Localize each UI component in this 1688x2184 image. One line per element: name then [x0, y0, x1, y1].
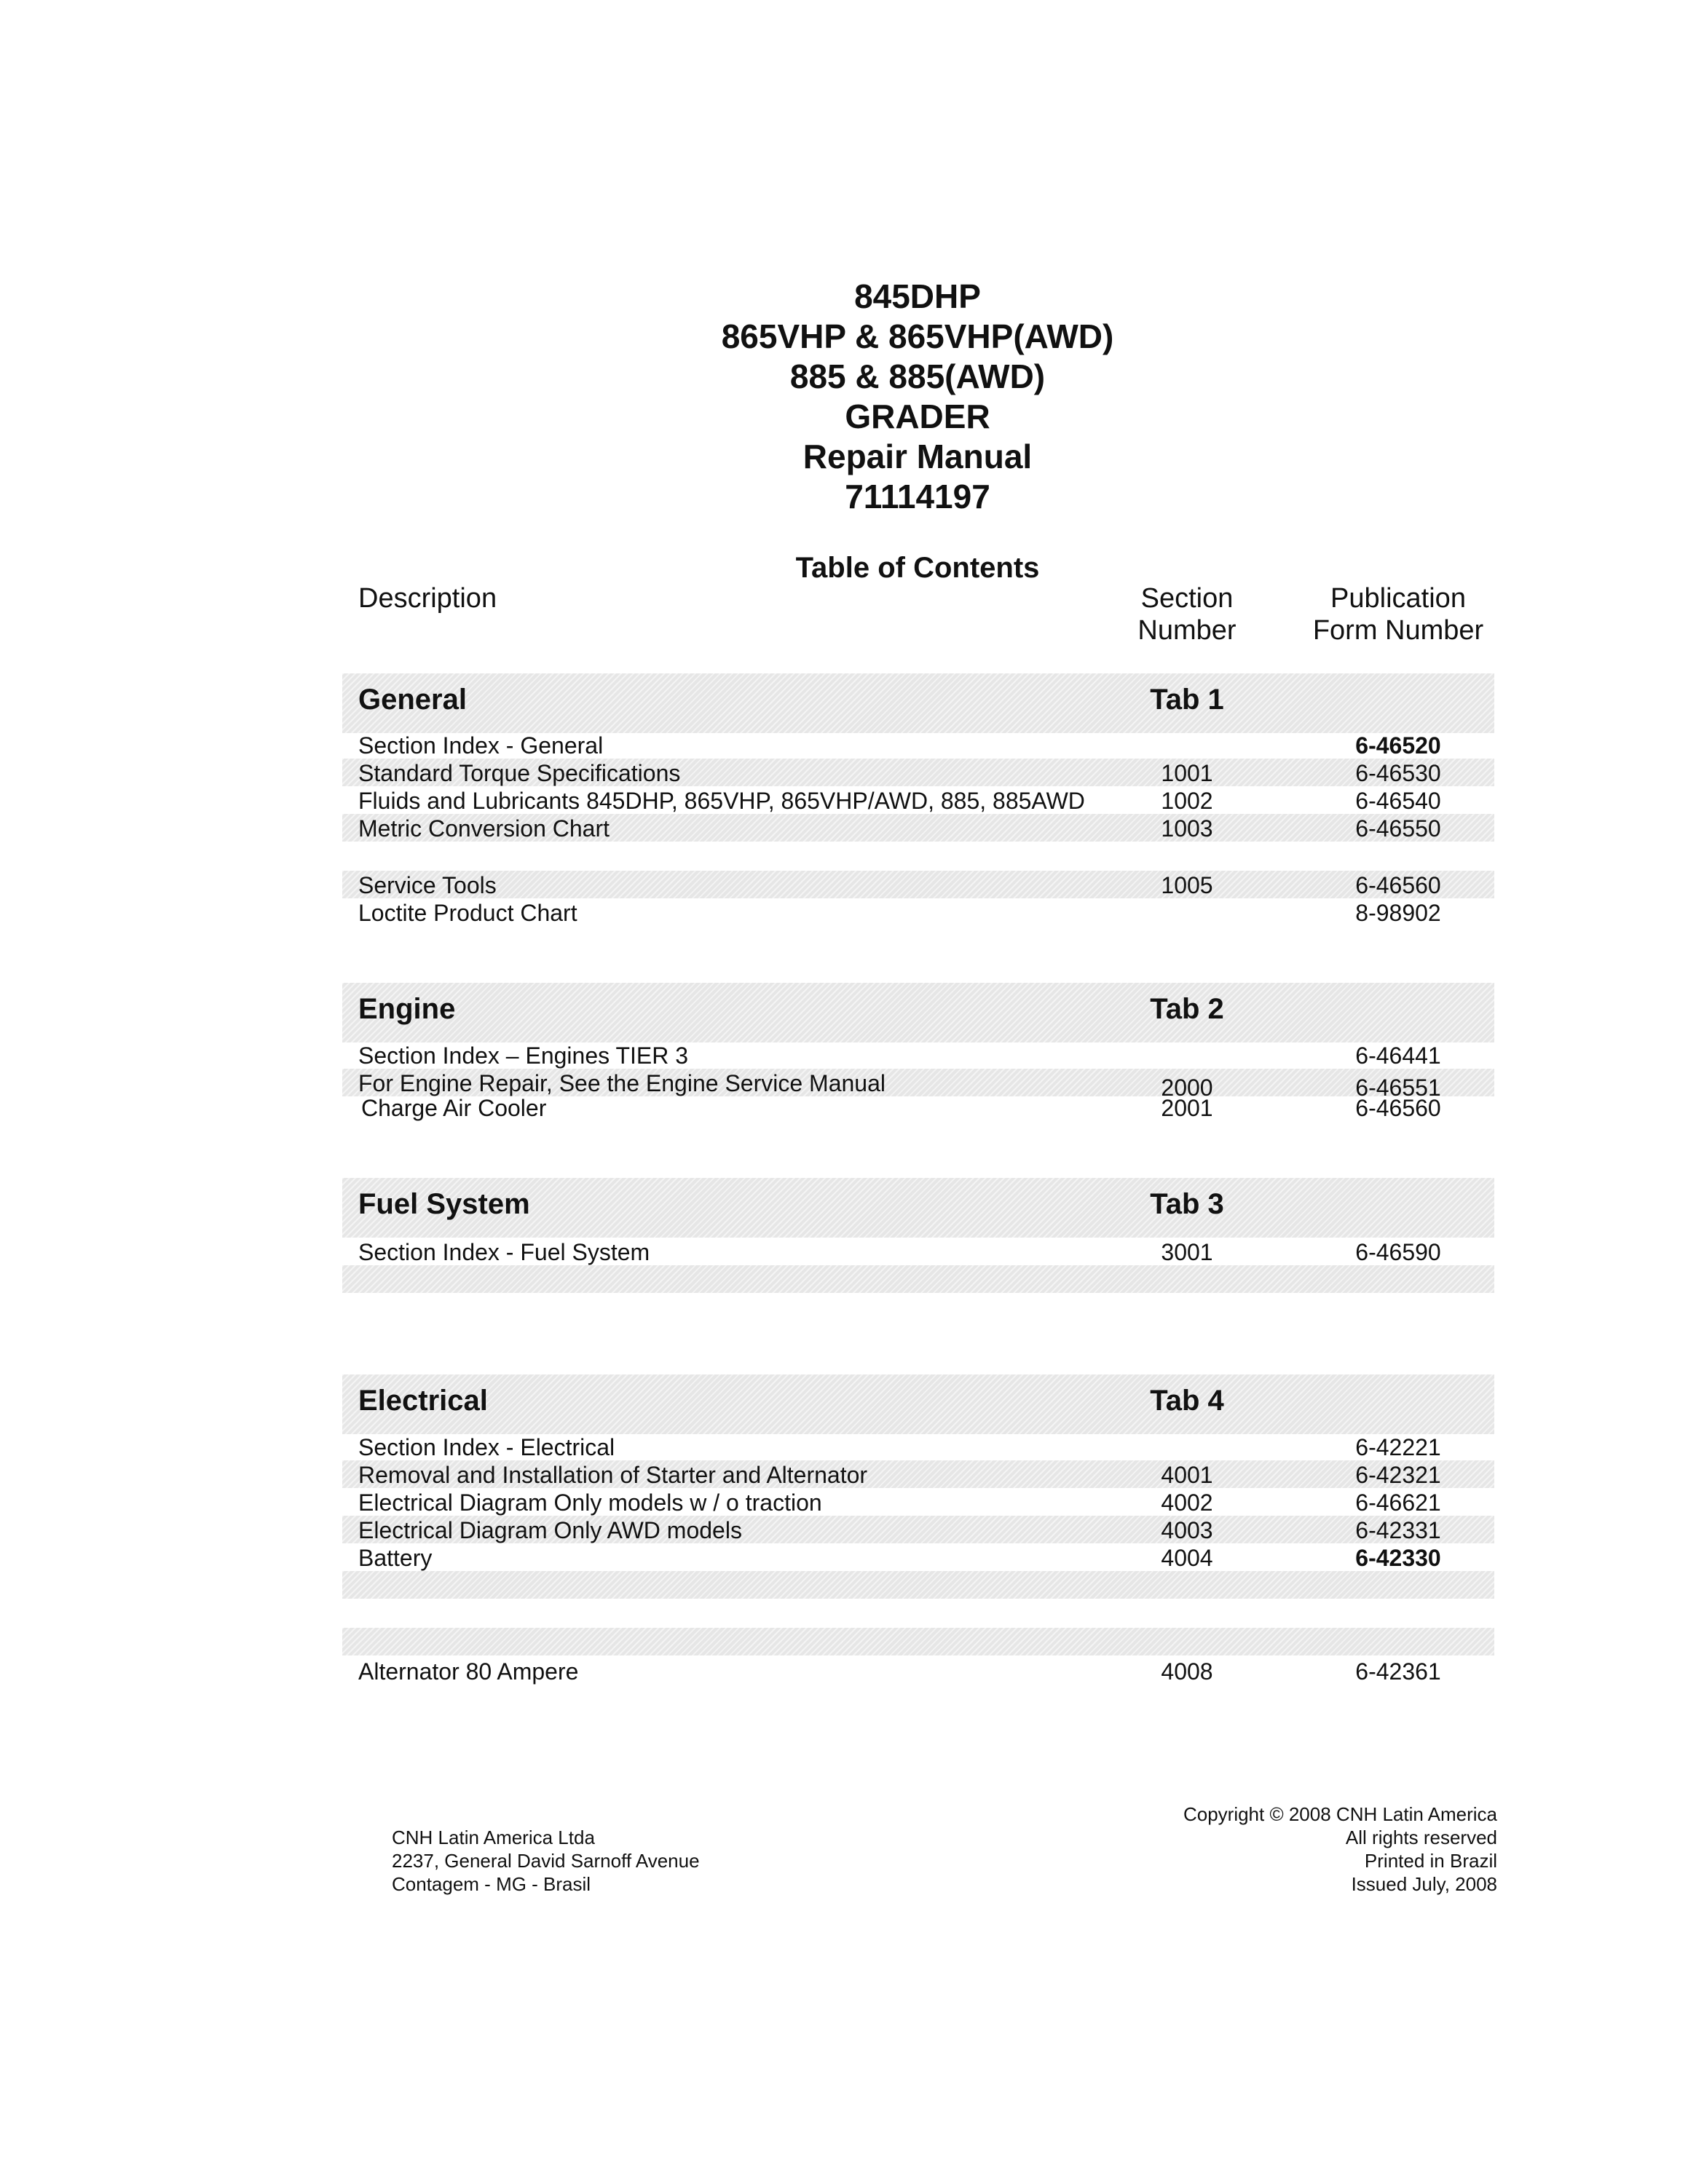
toc-row — [342, 1516, 1494, 1543]
toc-row — [342, 1041, 1494, 1069]
row-description: Charge Air Cooler — [361, 1095, 547, 1121]
title-model-865: 865VHP & 865VHP(AWD) — [721, 317, 1114, 355]
row-section-number: 4002 — [1161, 1489, 1213, 1516]
publisher-address — [392, 1826, 700, 1896]
copyright-line: Copyright © 2008 CNH Latin America — [1183, 1803, 1497, 1825]
row-section-number: 1002 — [1161, 788, 1213, 814]
toc-row — [342, 786, 1494, 814]
column-header-section-line2: Number — [1137, 615, 1237, 646]
copyright-block — [1183, 1803, 1497, 1896]
row-section-number: 3001 — [1161, 1239, 1213, 1265]
row-description: Section Index – Engines TIER 3 — [358, 1042, 689, 1069]
title-model-885: 885 & 885(AWD) — [789, 357, 1046, 395]
row-description: Fluids and Lubricants 845DHP, 865VHP, 865VHP/AWD, 885, 885AWD — [358, 788, 1085, 814]
row-publication-number: 6-46551 — [1355, 1075, 1441, 1101]
title-model-845: 845DHP — [854, 277, 981, 315]
section-name: Electrical — [358, 1385, 488, 1417]
manual-title-block — [655, 277, 1180, 517]
row-publication-number: 6-46590 — [1355, 1239, 1441, 1265]
section-header-general — [342, 673, 1494, 733]
toc-row — [342, 1488, 1494, 1516]
row-section-number: 4004 — [1161, 1545, 1213, 1571]
row-section-number: 2000 — [1161, 1075, 1213, 1101]
empty-shaded-row — [342, 1628, 1494, 1655]
title-manual-number: 71114197 — [845, 478, 990, 515]
row-description: For Engine Repair, See the Engine Service Manual — [358, 1070, 886, 1096]
row-publication-number: 6-46621 — [1355, 1489, 1441, 1516]
row-publication-number: 6-42330 — [1355, 1545, 1441, 1571]
row-publication-number: 6-46560 — [1355, 1095, 1441, 1121]
row-publication-number: 6-42331 — [1355, 1517, 1441, 1543]
section-header-fuel-system — [342, 1178, 1494, 1238]
row-description: Metric Conversion Chart — [358, 815, 610, 842]
publisher-company: CNH Latin America Ltda — [392, 1827, 595, 1848]
row-section-number: 1001 — [1161, 760, 1213, 786]
row-description: Battery — [358, 1545, 433, 1571]
issued-line: Issued July, 2008 — [1351, 1873, 1497, 1895]
title-repair-manual: Repair Manual — [802, 438, 1033, 475]
column-header-section — [1114, 582, 1260, 646]
column-header-publication-line1: Publication — [1330, 583, 1466, 614]
row-section-number: 1005 — [1161, 872, 1213, 898]
section-name: General — [358, 684, 467, 716]
toc-row — [342, 814, 1494, 842]
row-section-number: 4001 — [1161, 1462, 1213, 1488]
toc-row — [342, 731, 1494, 759]
section-header-engine — [342, 983, 1494, 1042]
column-header-publication-line2: Form Number — [1312, 615, 1484, 646]
row-description: Section Index - Electrical — [358, 1434, 615, 1460]
row-publication-number: 6-42221 — [1355, 1434, 1441, 1460]
section-header-electrical — [342, 1374, 1494, 1434]
section-tab: Tab 1 — [1150, 684, 1224, 716]
row-publication-number: 6-46530 — [1355, 760, 1441, 786]
row-publication-number: 6-46540 — [1355, 788, 1441, 814]
empty-shaded-row — [342, 1265, 1494, 1293]
toc-row — [342, 1093, 1494, 1121]
publisher-city: Contagem - MG - Brasil — [392, 1873, 591, 1895]
row-description: Alternator 80 Ampere — [358, 1658, 579, 1685]
row-publication-number: 6-46550 — [1355, 815, 1441, 842]
toc-heading: Table of Contents — [795, 552, 1040, 584]
toc-row — [342, 1238, 1494, 1265]
publisher-street: 2237, General David Sarnoff Avenue — [392, 1850, 700, 1872]
row-description: Service Tools — [358, 872, 497, 898]
section-name: Engine — [358, 993, 456, 1025]
toc-row — [342, 898, 1494, 926]
section-tab: Tab 2 — [1150, 993, 1224, 1025]
row-publication-number: 6-42321 — [1355, 1462, 1441, 1488]
row-description: Electrical Diagram Only models w / o traction — [358, 1489, 822, 1516]
column-header-section-line1: Section — [1140, 583, 1234, 614]
printed-line: Printed in Brazil — [1364, 1850, 1497, 1872]
row-description: Electrical Diagram Only AWD models — [358, 1517, 742, 1543]
row-description: Section Index - General — [358, 732, 604, 759]
section-tab: Tab 4 — [1150, 1385, 1224, 1417]
row-description: Section Index - Fuel System — [358, 1239, 650, 1265]
column-header-description: Description — [358, 583, 497, 614]
rights-line: All rights reserved — [1345, 1827, 1497, 1848]
toc-row — [342, 1543, 1494, 1571]
row-section-number: 1003 — [1161, 815, 1213, 842]
row-publication-number: 6-46441 — [1355, 1042, 1441, 1069]
toc-row — [342, 1460, 1494, 1488]
row-section-number: 2001 — [1161, 1095, 1213, 1121]
toc-row — [342, 1657, 1494, 1685]
row-publication-number: 6-42361 — [1355, 1658, 1441, 1685]
toc-row — [342, 1433, 1494, 1460]
toc-row — [342, 871, 1494, 898]
column-header-publication — [1296, 582, 1500, 646]
row-description: Standard Torque Specifications — [358, 760, 681, 786]
row-section-number: 4003 — [1161, 1517, 1213, 1543]
row-publication-number: 8-98902 — [1355, 900, 1441, 926]
row-description: Loctite Product Chart — [358, 900, 577, 926]
row-publication-number: 6-46560 — [1355, 872, 1441, 898]
title-grader: GRADER — [845, 397, 990, 435]
empty-shaded-row — [342, 1571, 1494, 1599]
section-tab: Tab 3 — [1150, 1188, 1224, 1220]
section-name: Fuel System — [358, 1188, 530, 1220]
row-publication-number: 6-46520 — [1355, 732, 1441, 759]
row-description: Removal and Installation of Starter and Alternator — [358, 1462, 868, 1488]
row-section-number: 4008 — [1161, 1658, 1213, 1685]
toc-row — [342, 759, 1494, 786]
toc-row — [342, 1069, 1494, 1101]
